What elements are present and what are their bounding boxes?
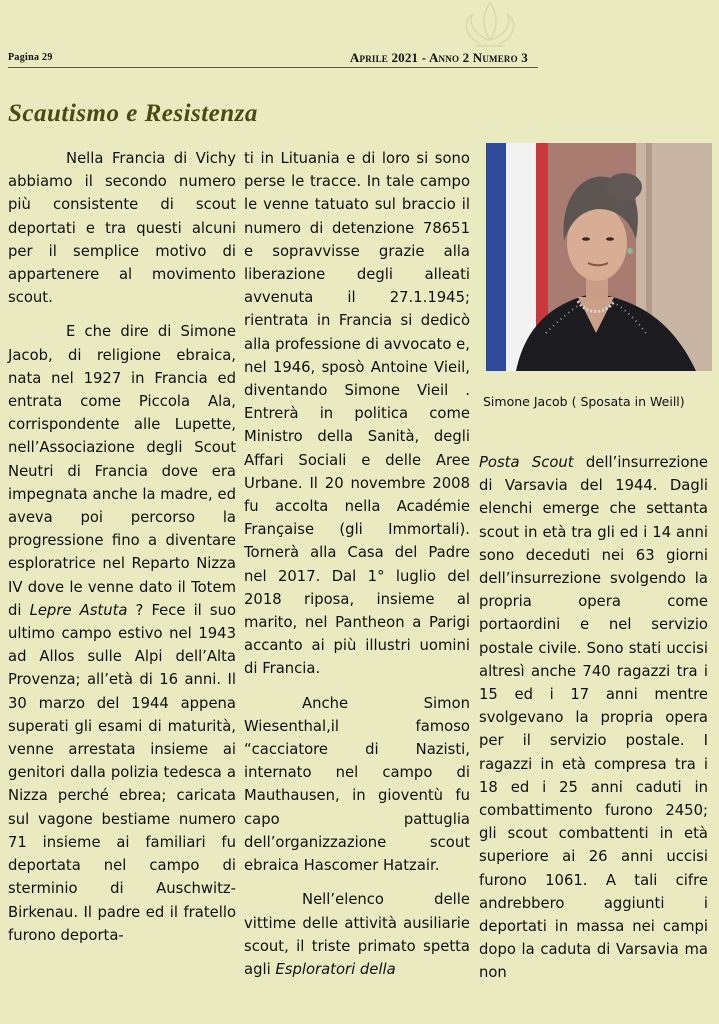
photo-caption: Simone Jacob ( Sposata in Weill)	[483, 394, 685, 409]
article-column-1	[8, 147, 236, 947]
page-number-label: Pagina 29	[8, 52, 53, 63]
paragraph: ti in Lituania e di loro si sono perse le tracce. In tale campo le venne tatuato sul braccio il numero di detenzione 78651 e sopravvisse grazie alla liberazione degli alleati avvenuta il 27.1.1945; rientrata in Francia si dedicò alla professione di avvocato e, nel 1946, sposò Antoine Vieil, diventando Simone Vieil . Entrerà in politica come Ministro della Sanità, degli Affari Sociali e delle Aree Urbane. Il 20 novembre 2008 fu accolta nella Académie Française (gli Immortali). Tornerà alla Casa del Padre nel 2017. Dal 1° luglio del 2018 riposa, insieme al marito, nel Pantheon a Parigi accanto ai più illustri uomini di Francia.	[244, 150, 470, 678]
paragraph: Nella Francia di Vichy abbiamo il secondo numero più consistente di scout deportati e tra questi alcuni per il semplice motivo di appartenere al movimento scout.	[8, 150, 236, 307]
paragraph: Posta Scout dell’insurrezione di Varsavia del 1944. Dagli elenchi emerge che settanta scout in età tra gli ed i 14 anni sono deceduti nei 63 giorni dell’insurrezione svolgendo la propria opera come portaordini e nel servizio postale civile. Sono stati uccisi altresì anche 740 ragazzi tra i 15 ed i 17 anni mentre svolgevano la propria opera per il servizio postale. I ragazzi in età compresa tra i 18 ed i 25 anni caduti in combattimento furono 2450; gli scout combattenti in età superiore ai 26 anni uccisi furono 1061. A tali cifre andrebbero aggiunti i deportati in massa nei campi dopo la caduta di Varsavia ma non	[479, 454, 708, 982]
issue-label: Aprile 2021 - Anno 2 Numero 3	[349, 50, 528, 65]
paragraph: Anche Simon Wiesenthal,il famoso “cacciatore di Nazisti, internato nel campo di Mauthausen, in gioventù fu capo pattuglia dell’organizzazione scout ebraica Hascomer Hatzair.	[244, 694, 470, 875]
totem-name: Lepre Astuta	[29, 601, 128, 619]
portrait-photo	[486, 143, 712, 371]
article-title: Scautismo e Resistenza	[8, 100, 258, 127]
emphasis: Posta Scout	[479, 454, 574, 471]
page-header	[8, 48, 538, 68]
paragraph: Nell’elenco delle vittime delle attività ausiliarie scout, il triste primato spetta agli Esploratori della	[244, 891, 470, 978]
header-rule	[8, 67, 538, 68]
paragraph: E che dire di Simone Jacob, di religione ebraica, nata nel 1927 in Francia ed entrata come Piccola Ala, corrispondente alle Lupette, nell’Associazione degli Scout Neutri di Francia dove era impegnata anche la madre, ed aveva poi percorso la progressione fino a diventare esploratrice nel Reparto Nizza IV dove le venne dato il Totem di Lepre Astuta ? Fece il suo ultimo campo estivo nel 1943 ad Allos sulle Alpi dell’Alta Provenza; all’età di 16 anni. Il 30 marzo del 1944 appena superati gli esami di maturità, venne arrestata insieme ai genitori dalla polizia tedesca a Nizza perché ebrea; caricata sul vagone bestiame numero 71 insieme ai familiari fu deportata nel campo di sterminio di Auschwitz- Birkenau. Il padre ed il fratello furono deporta-	[8, 323, 237, 944]
article-column-3	[479, 451, 708, 985]
article-column-2	[244, 147, 470, 981]
